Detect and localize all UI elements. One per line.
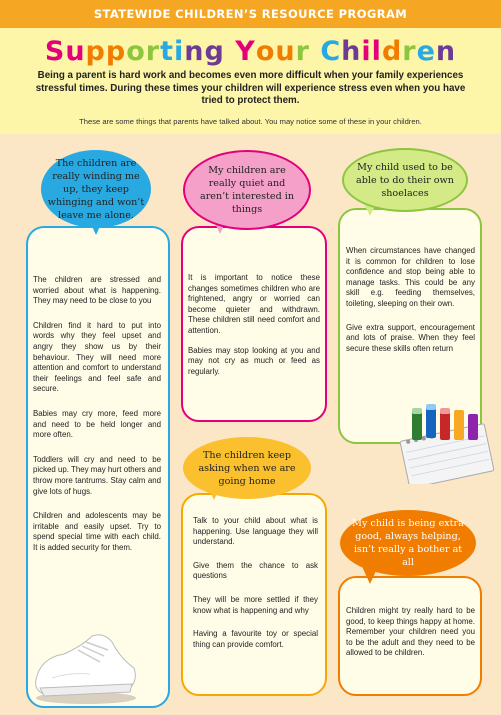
note-text: These are some things that parents have talked about. You may notice some of these in your children.	[79, 117, 422, 126]
good-paragraph: Children might try really hard to be good, to keep things happy at home. Remember your children need you to be the adult and they need to be allowed to be children.	[346, 606, 475, 658]
title-letter: p	[85, 36, 106, 67]
shoelaces-text	[346, 246, 475, 367]
intro-text: Being a parent is hard work and becomes even more difficult when your family experiences stressful times. During these times your children will experience stress even when you have tried to protect them.	[35, 70, 466, 106]
title-letter: i	[174, 36, 185, 67]
title-letter: r	[295, 36, 310, 67]
home-paragraph: Having a favourite toy or special thing can provide comfort.	[193, 629, 318, 649]
home-paragraph: Give them the chance to ask questions	[193, 560, 318, 581]
good-bubble: My child is being extra good, always helping, isn’t really a bother at all	[340, 510, 476, 576]
title-letter: o	[255, 36, 276, 67]
shoelaces-bubble: My child used to be able to do their own shoelaces	[342, 148, 468, 212]
title-letter	[310, 36, 320, 67]
title-letter: n	[435, 36, 457, 67]
quiet-text	[188, 273, 320, 386]
winding-paragraph: Babies may cry more, feed more and need to be held longer and more often.	[33, 408, 161, 440]
good-text	[346, 606, 475, 668]
quiet-paragraph: It is important to notice these changes sometimes children who are frightened, angry or worried can become quieter and withdrawn. These children still need comfort and attention.	[188, 273, 320, 335]
winding-paragraph: Children find it hard to put into words why they feel upset and angry they show us by their behaviour. They will need more attention and comfort to understand their feelings and feel safe and secure.	[33, 320, 161, 394]
shoelaces-paragraph: When circumstances have changed it is common for children to lose confidence and stop being able to manage tasks. This could be any skill e.g. feeding themselves, toileting, sleeping on their own.	[346, 246, 475, 308]
title-letter: e	[416, 36, 436, 67]
title-letter: o	[126, 36, 146, 67]
title-letter: l	[371, 36, 382, 67]
home-paragraph: Talk to your child about what is happening. Use language they will understand.	[193, 516, 318, 547]
title-letter: S	[44, 36, 66, 67]
title-letter: p	[105, 36, 127, 67]
quiet-bubble: My children are really quiet and aren’t interested in things	[183, 150, 311, 230]
title-letter: u	[275, 36, 296, 67]
program-banner: STATEWIDE CHILDREN’S RESOURCE PROGRAM	[0, 0, 501, 28]
page-title	[0, 36, 501, 67]
sneaker-illustration	[30, 628, 138, 706]
title-letter: h	[341, 36, 362, 67]
winding-bubble: The children are really winding me up, they keep whinging and won’t leave me alone.	[41, 150, 151, 228]
pens-notebook-illustration	[398, 402, 496, 484]
shoelaces-paragraph: Give extra support, encouragement and lots of praise. When they feel secure these skills often return	[346, 322, 475, 353]
title-letter: t	[160, 36, 175, 67]
title-letter: d	[381, 36, 403, 67]
quiet-paragraph: Babies may stop looking at you and may not cry as much or feed as regularly.	[188, 345, 320, 376]
winding-paragraph: Children and adolescents may be irritable and easily upset. Try to spend special time with each child. It is added security for them.	[33, 511, 161, 552]
winding-text	[33, 275, 161, 567]
winding-paragraph: The children are stressed and worried about what is happening. They may need to be close to you	[33, 275, 161, 306]
title-letter: r	[145, 36, 161, 67]
title-letter	[225, 36, 235, 67]
title-letter: r	[402, 36, 417, 67]
winding-paragraph: Toddlers will cry and need to be picked up. They may hurt others and throw more tantrums. Stay calm and give lots of hugs.	[33, 454, 161, 496]
title-letter: g	[204, 36, 225, 67]
home-text	[193, 516, 318, 663]
title-letter: u	[65, 36, 86, 67]
title-letter: Y	[235, 36, 256, 67]
home-paragraph: They will be more settled if they know what is happening and why	[193, 594, 318, 615]
title-letter: i	[361, 36, 372, 67]
title-letter: C	[320, 36, 342, 67]
title-letter: n	[184, 36, 205, 67]
home-bubble: The children keep asking when we are going home	[183, 437, 311, 499]
